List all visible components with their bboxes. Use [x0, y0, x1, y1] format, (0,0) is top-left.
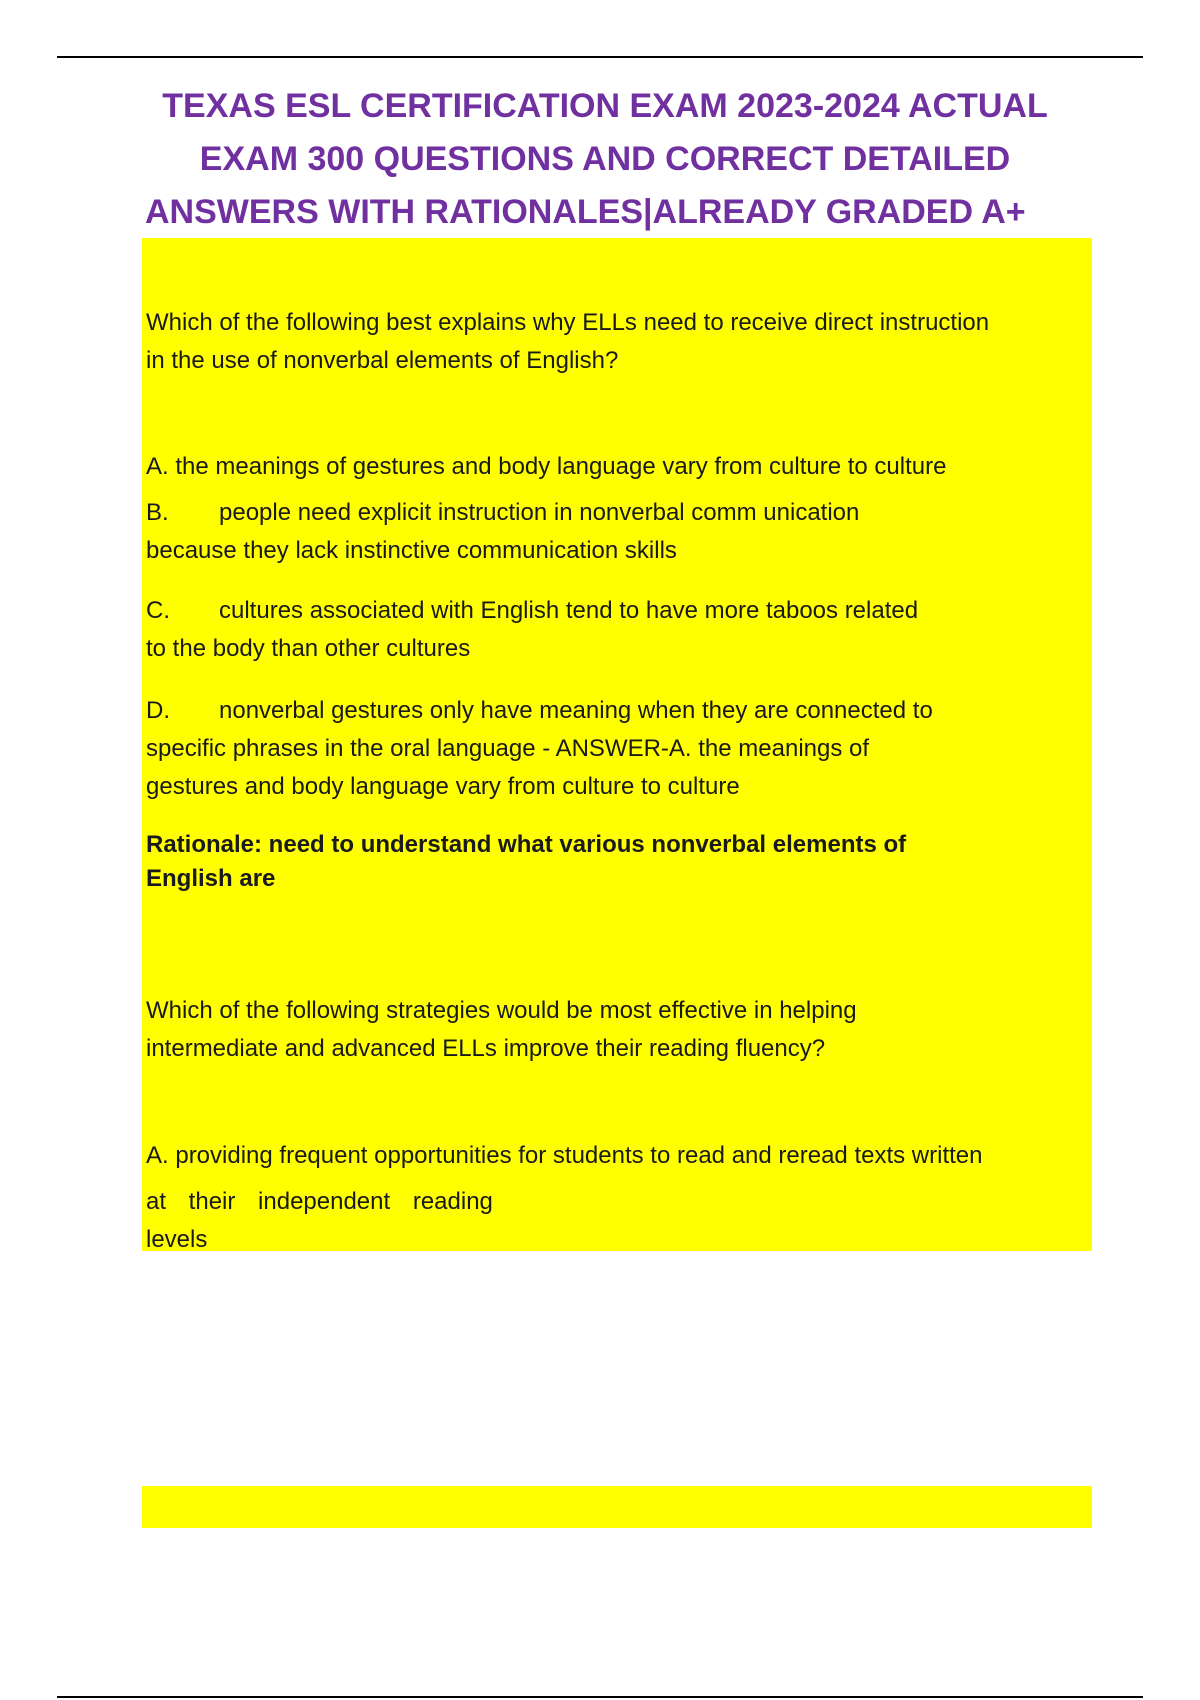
title-line-1: TEXAS ESL CERTIFICATION EXAM 2023-2024 ACTUAL [162, 87, 1048, 125]
q1-option-c-line-2: to the body than other cultures [146, 635, 471, 662]
q1-option-b-line-1: people need explicit instruction in nonverbal comm unication [219, 499, 860, 526]
q2-stem-line-2: intermediate and advanced ELLs improve their reading fluency? [146, 1035, 826, 1062]
q1-option-c-letter: C. [146, 597, 170, 624]
q1-rationale-line-1: Rationale: need to understand what various nonverbal elements of [146, 831, 907, 858]
q1-option-b-line-2: because they lack instinctive communication skills [146, 537, 677, 564]
q1-stem-line-2: in the use of nonverbal elements of English? [146, 347, 619, 374]
q1-option-b [146, 494, 1076, 532]
title-line-3: ANSWERS WITH RATIONALES|ALREADY GRADED A+ [145, 193, 1026, 231]
q2-option-a-line-1: A. providing frequent opportunities for students to read and reread texts written [146, 1142, 983, 1169]
title-line-2: EXAM 300 QUESTIONS AND CORRECT DETAILED [199, 140, 1011, 178]
q2-option-a-line-3: levels [146, 1226, 208, 1253]
highlight-strip [142, 1486, 1092, 1528]
q1-option-a: A. the meanings of gestures and body language vary from culture to culture [146, 453, 947, 480]
top-rule [57, 56, 1143, 58]
q1-option-d-letter: D. [146, 697, 170, 724]
q2-stem-line-1: Which of the following strategies would be most effective in helping [146, 997, 857, 1024]
q2-option-a-line-2: at their independent reading [146, 1188, 493, 1215]
document-body [146, 238, 1076, 1259]
q1-option-c-line-1: cultures associated with English tend to have more taboos related [219, 597, 919, 624]
q1-stem-line-1: Which of the following best explains why ELLs need to receive direct instruction [146, 309, 990, 336]
q1-rationale-line-2: English are [146, 865, 276, 892]
document-title [145, 80, 1065, 239]
q1-option-d-line-1: nonverbal gestures only have meaning when they are connected to [219, 697, 933, 724]
q1-option-d-line-3: gestures and body language vary from culture to culture [146, 773, 740, 800]
q1-option-b-letter: B. [146, 499, 169, 526]
q1-option-d-line-2: specific phrases in the oral language - ANSWER-A. the meanings of [146, 735, 870, 762]
q1-option-c [146, 592, 1076, 630]
bottom-rule [57, 1696, 1143, 1698]
q1-option-d [146, 692, 1076, 730]
